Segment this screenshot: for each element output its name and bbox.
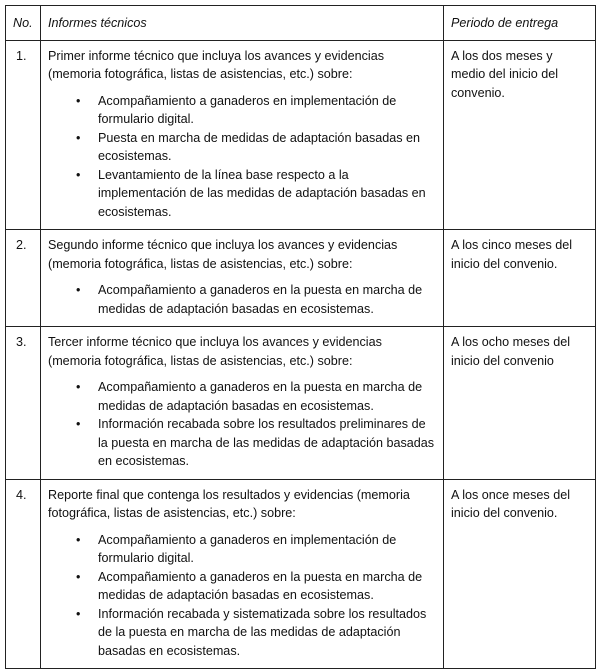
list-item [76, 568, 436, 605]
list-item [76, 605, 436, 661]
bullet-icon: • [76, 93, 81, 108]
table-row [6, 327, 596, 480]
bullet-icon: • [76, 167, 81, 182]
list-item [76, 92, 436, 129]
report-description [41, 40, 444, 230]
delivery-period: A los once meses del inicio del convenio. [444, 479, 596, 669]
list-item-text: Acompañamiento a ganaderos en la puesta en marcha de medidas de adaptación basadas en ecosistemas. [98, 569, 423, 602]
list-item [76, 129, 436, 166]
delivery-period: A los dos meses y medio del inicio del convenio. [444, 40, 596, 230]
row-number: 4. [6, 479, 41, 669]
list-item-text: Acompañamiento a ganaderos en la puesta en marcha de medidas de adaptación basadas en ecosistemas. [98, 283, 423, 316]
delivery-period: A los ocho meses del inicio del convenio [444, 327, 596, 480]
list-item-text: Acompañamiento a ganaderos en implementación de formulario digital. [98, 93, 397, 126]
list-item-text: Información recabada y sistematizada sobre los resultados de la puesta en marcha de las medidas de adaptación basadas en ecosistemas. [98, 606, 427, 658]
header-informes: Informes técnicos [41, 6, 444, 41]
report-items-list [48, 531, 436, 661]
bullet-icon: • [76, 606, 81, 621]
report-intro: Primer informe técnico que incluya los avances y evidencias (memoria fotográfica, listas de asistencias, etc.) sobre: [48, 48, 384, 81]
header-row [6, 6, 596, 41]
report-description [41, 230, 444, 327]
delivery-period: A los cinco meses del inicio del convenio. [444, 230, 596, 327]
row-number: 1. [6, 40, 41, 230]
report-items-list [48, 281, 436, 318]
bullet-icon: • [76, 569, 81, 584]
bullet-icon: • [76, 130, 81, 145]
report-items-list [48, 92, 436, 222]
list-item-text: Levantamiento de la línea base respecto a la implementación de las medidas de adaptación basadas en ecosistemas. [98, 167, 426, 219]
header-no: No. [6, 6, 41, 41]
list-item [76, 531, 436, 568]
list-item [76, 281, 436, 318]
report-intro: Tercer informe técnico que incluya los avances y evidencias (memoria fotográfica, listas de asistencias, etc.) sobre: [48, 335, 382, 368]
bullet-icon: • [76, 283, 81, 297]
list-item [76, 415, 436, 471]
list-item [76, 166, 436, 222]
report-description [41, 479, 444, 669]
report-description [41, 327, 444, 480]
list-item-text: Acompañamiento a ganaderos en la puesta en marcha de medidas de adaptación basadas en ecosistemas. [98, 380, 423, 413]
table-body [6, 40, 596, 669]
bullet-icon: • [76, 380, 81, 394]
list-item-text: Información recabada sobre los resultados preliminares de la puesta en marcha de las medidas de adaptación basadas en ecosistemas. [98, 417, 435, 468]
bullet-icon: • [76, 532, 81, 547]
report-items-list [48, 378, 436, 471]
table-border-continuation [5, 635, 6, 643]
table-row [6, 40, 596, 230]
list-item-text: Puesta en marcha de medidas de adaptación basadas en ecosistemas. [98, 130, 421, 163]
list-item-text: Acompañamiento a ganaderos en implementación de formulario digital. [98, 532, 397, 565]
header-periodo: Periodo de entrega [444, 6, 596, 41]
bullet-icon: • [76, 417, 81, 431]
report-intro: Segundo informe técnico que incluya los avances y evidencias (memoria fotográfica, listas de asistencias, etc.) sobre: [48, 238, 398, 271]
row-number: 3. [6, 327, 41, 480]
table-row [6, 479, 596, 669]
list-item [76, 378, 436, 415]
report-intro: Reporte final que contenga los resultados y evidencias (memoria fotográfica, listas de asistencias, etc.) sobre: [48, 487, 410, 520]
reports-table [5, 5, 596, 669]
table-row [6, 230, 596, 327]
row-number: 2. [6, 230, 41, 327]
